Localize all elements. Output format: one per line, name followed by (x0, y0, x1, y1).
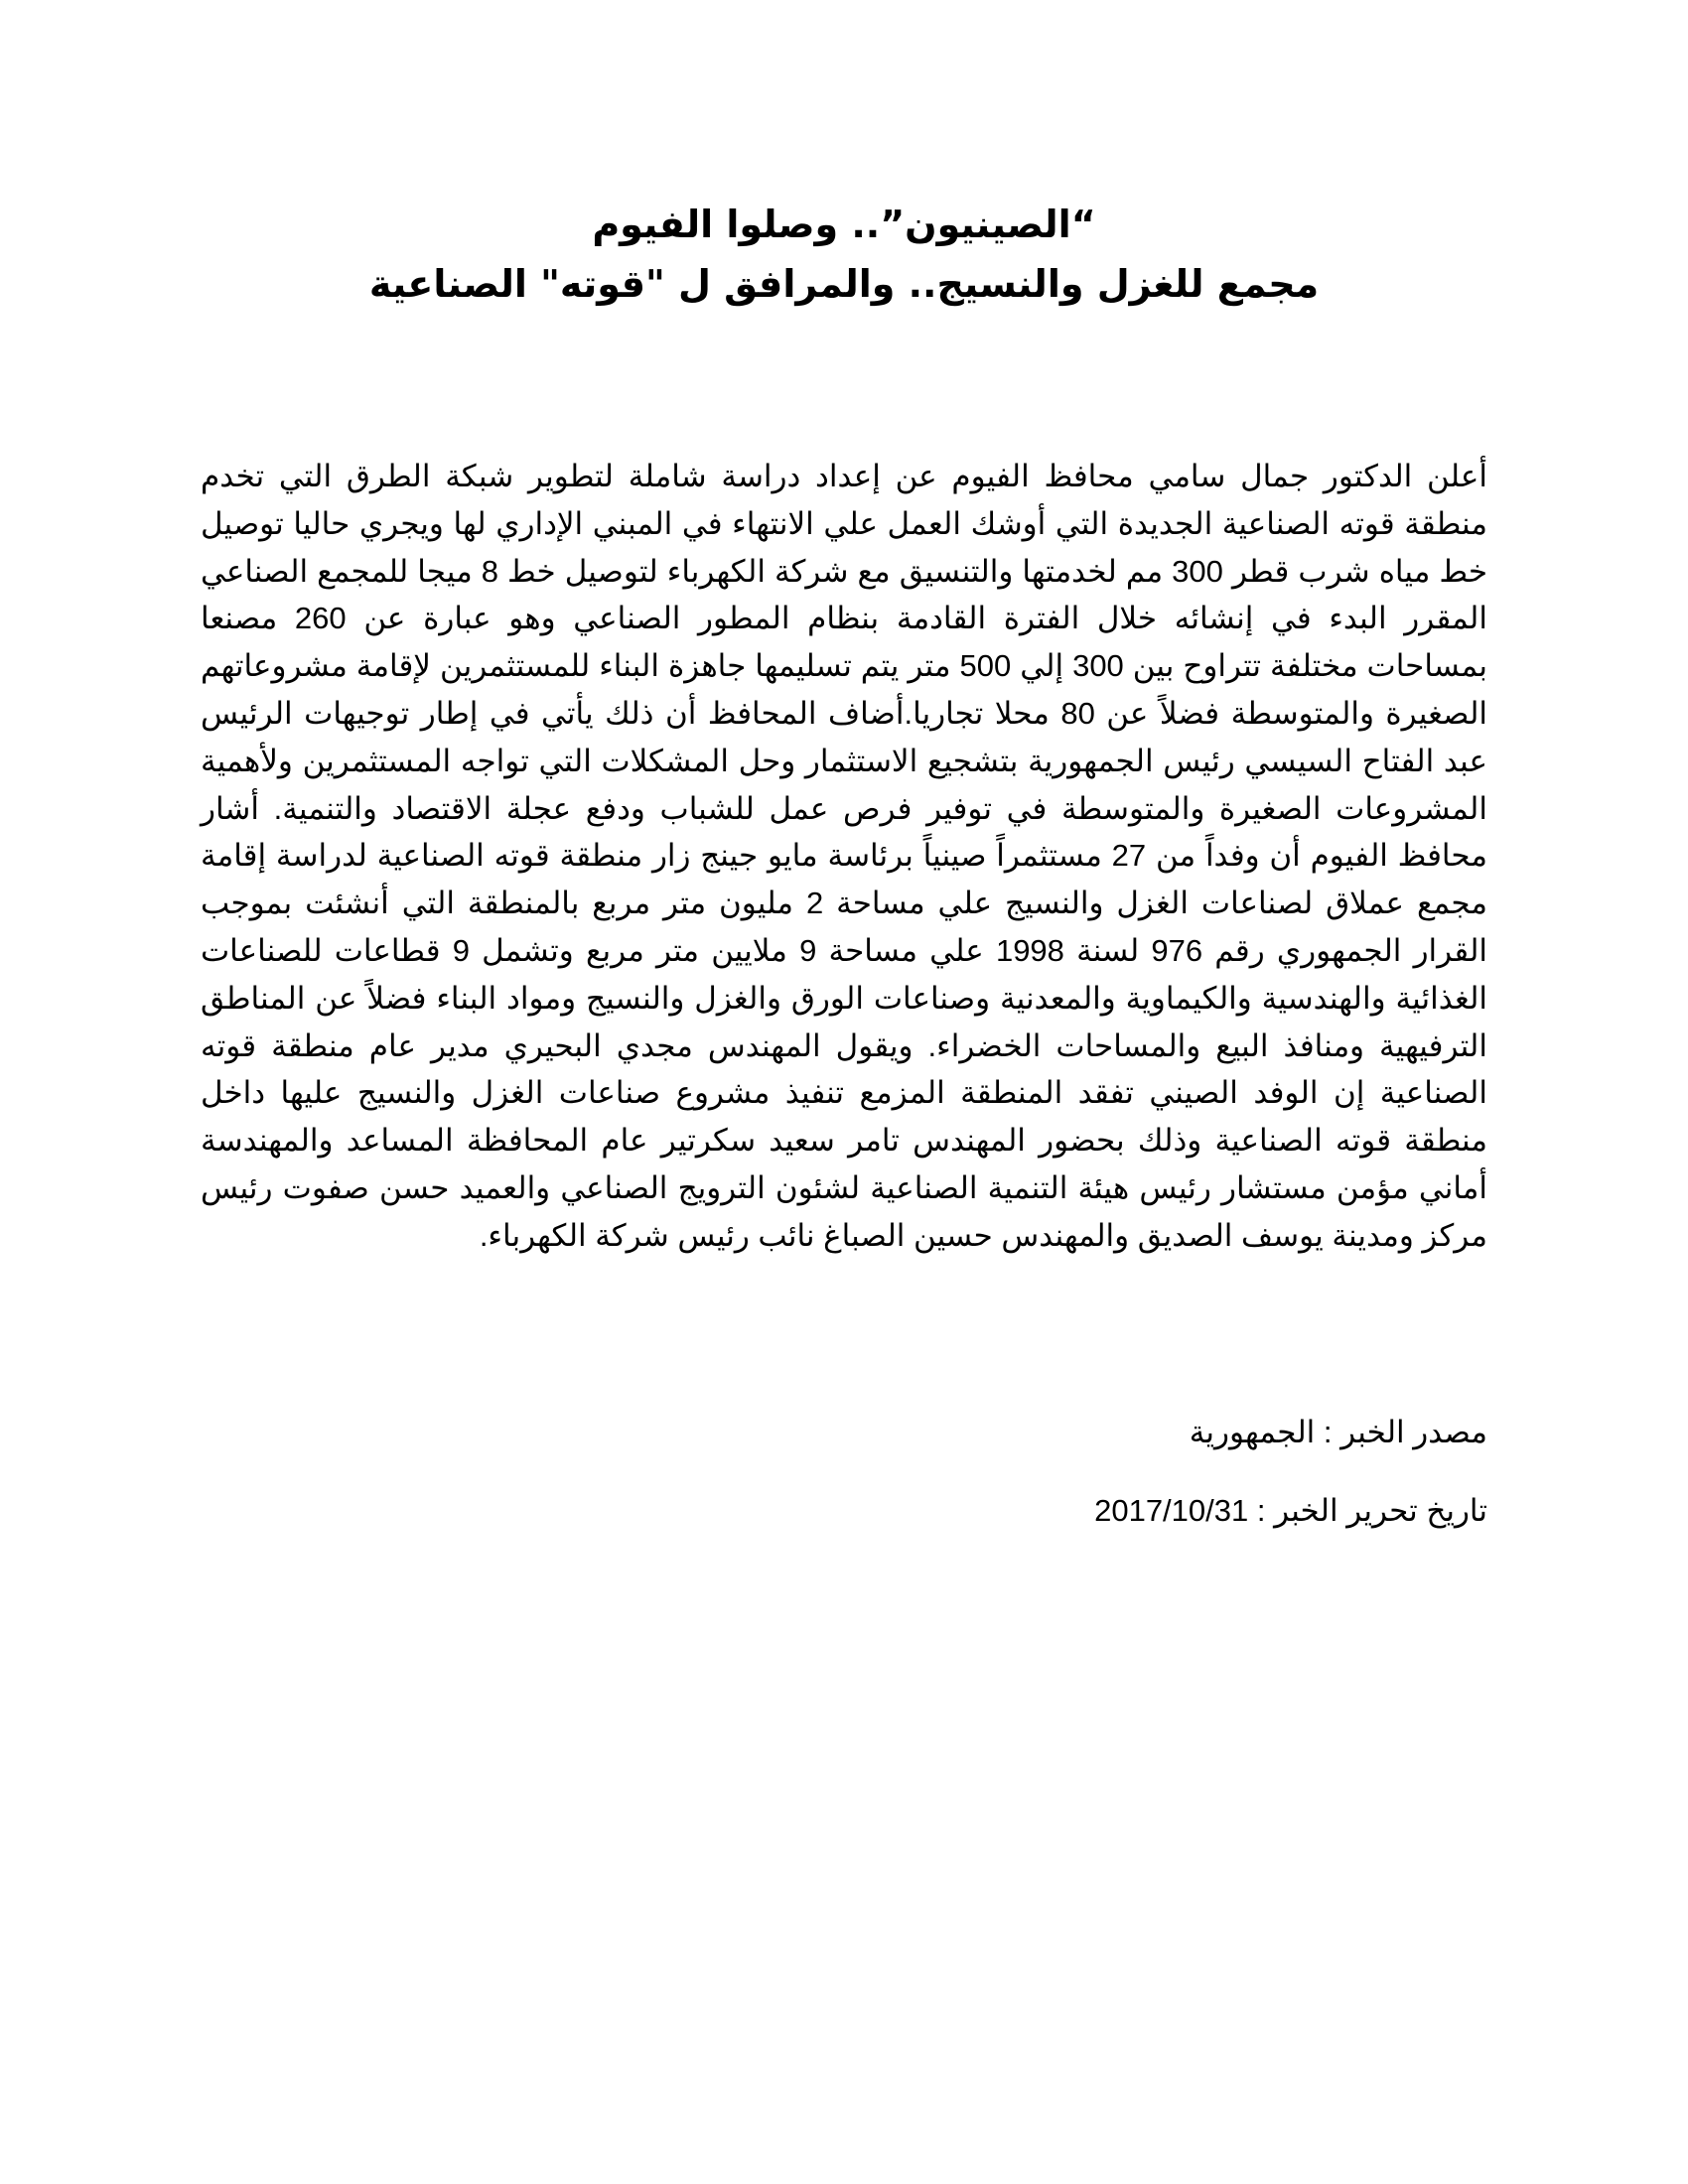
headline-line-1: “الصينيون”.. وصلوا الفيوم (592, 203, 1096, 246)
article-body: أعلن الدكتور جمال سامي محافظ الفيوم عن إعداد دراسة شاملة لتطوير شبكة الطرق التي تخدم منطقة قوته الصناعية الجديدة التي أوشك العمل علي الانتهاء في المبني الإداري لها ويجري حاليا توصيل خط مياه شرب قطر 300 مم لخدمتها والتنسيق مع شركة الكهرباء لتوصيل خط 8 ميجا للمجمع الصناعي المقرر البدء في إنشائه خلال الفترة القادمة بنظام المطور الصناعي وهو عبارة عن 260 مصنعا بمساحات مختلفة تتراوح بين 300 إلي 500 متر يتم تسليمها جاهزة البناء للمستثمرين لإقامة مشروعاتهم الصغيرة والمتوسطة فضلاً عن 80 محلا تجاريا.أضاف المحافظ أن ذلك يأتي في إطار توجيهات الرئيس عبد الفتاح السيسي رئيس الجمهورية بتشجيع الاستثمار وحل المشكلات التي تواجه المستثمرين ولأهمية المشروعات الصغيرة والمتوسطة في توفير فرص عمل للشباب ودفع عجلة الاقتصاد والتنمية. أشار محافظ الفيوم أن وفداً من 27 مستثمراً صينياً برئاسة مايو جينج زار منطقة قوته الصناعية لدراسة إقامة مجمع عملاق لصناعات الغزل والنسيج علي مساحة 2 مليون متر مربع بالمنطقة التي أنشئت بموجب القرار الجمهوري رقم 976 لسنة 1998 علي مساحة 9 ملايين متر مربع وتشمل 9 قطاعات للصناعات الغذائية والهندسية والكيماوية والمعدنية وصناعات الورق والغزل والنسيج ومواد البناء فضلاً عن المناطق الترفيهية ومنافذ البيع والمساحات الخضراء. ويقول المهندس مجدي البحيري مدير عام منطقة قوته الصناعية إن الوفد الصيني تفقد المنطقة المزمع تنفيذ مشروع صناعات الغزل والنسيج عليها داخل منطقة قوته الصناعية وذلك بحضور المهندس تامر سعيد سكرتير عام المحافظة المساعد والمهندسة أماني مؤمن مستشار رئيس هيئة التنمية الصناعية لشئون الترويج الصناعي والعميد حسن صفوت رئيس مركز ومدينة يوسف الصديق والمهندس حسين الصباغ نائب رئيس شركة الكهرباء. (201, 459, 1487, 1253)
edit-date: تاريخ تحرير الخبر : 2017/10/31 (1094, 1493, 1487, 1528)
news-source: مصدر الخبر : الجمهورية (1189, 1415, 1487, 1449)
headline (0, 195, 1688, 314)
headline-line-2: مجمع للغزل والنسيج.. والمرافق ل "قوته" الصناعية (368, 262, 1320, 306)
